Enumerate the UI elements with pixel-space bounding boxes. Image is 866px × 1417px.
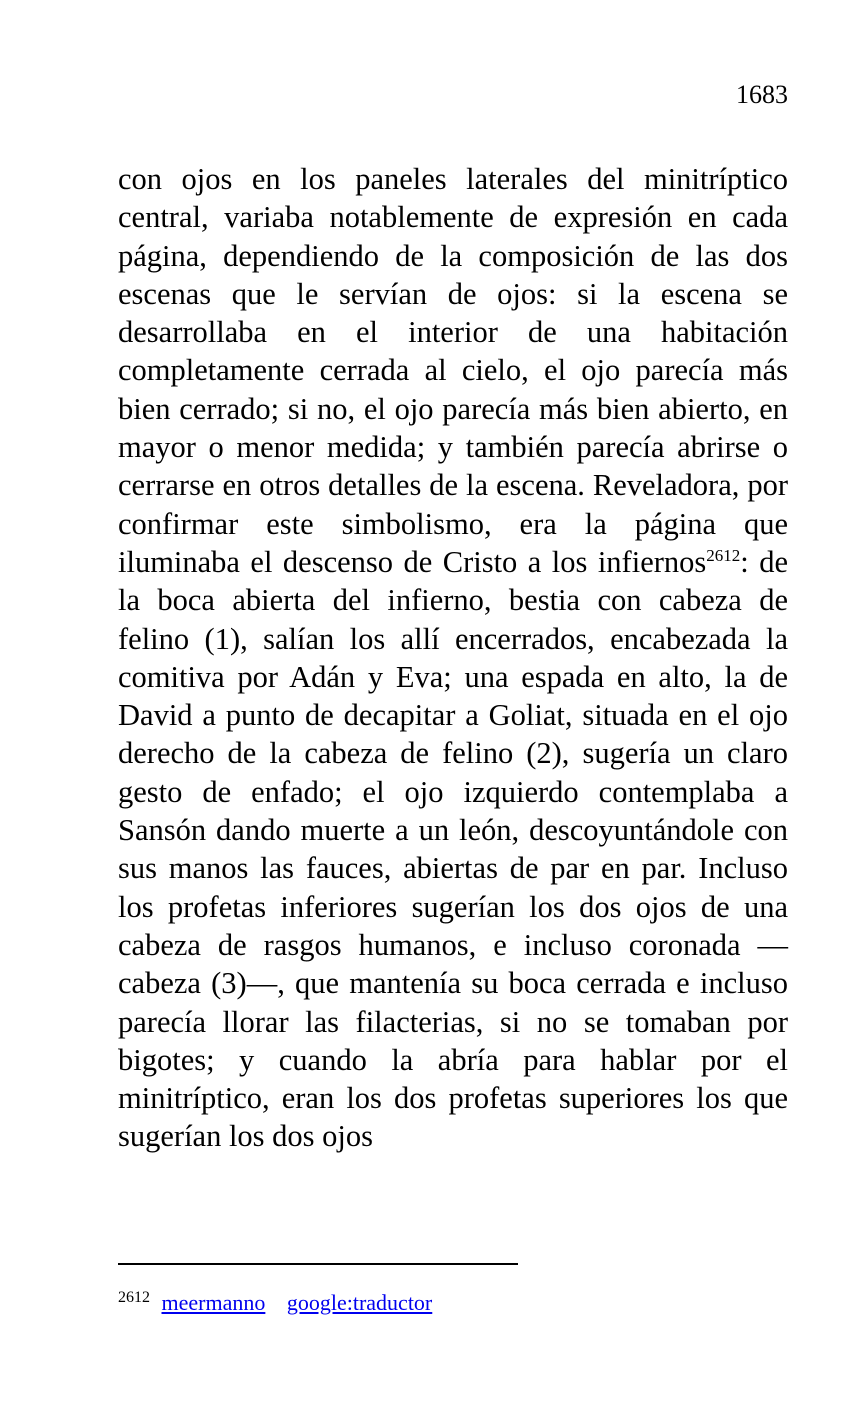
body-text-before-note: con ojos en los paneles laterales del minitríptico central, variaba notablemente de expresión en cada página, dependiendo de la composición de las dos escenas que le servían de ojos: si la escena se desarrollaba en el interior de una habitación completamente cerrada al cielo, el ojo parecía más bien cerrado; si no, el ojo parecía más bien abierto, en mayor o menor medida; y también parecía abrirse o cerrarse en otros detalles de la escena. Reveladora, por confirmar este simbolismo, era la página que iluminaba el descenso de Cristo a los infiernos (118, 162, 788, 579)
footnote (118, 1283, 448, 1318)
body-paragraph (118, 160, 788, 1156)
footnote-reference: 2612 (706, 545, 741, 565)
page-number: 1683 (736, 80, 788, 109)
footnote-link-google-traductor[interactable]: google:traductor (286, 1290, 433, 1315)
footnote-link-meermanno[interactable]: meermanno (161, 1290, 266, 1315)
body-text-after-note: : de la boca abierta del infierno, bestia con cabeza de felino (1), salían los allí encerrados, encabezada la comitiva por Adán y Eva; una espada en alto, la de David a punto de decapitar a Goliat, situada en el ojo derecho de la cabeza de felino (2), sugería un claro gesto de enfado; el ojo izquierdo contemplaba a Sansón dando muerte a un león, descoyuntándole con sus manos las fauces, abiertas de par en par. Incluso los profetas inferiores sugerían los dos ojos de una cabeza de rasgos humanos, e incluso coronada —cabeza (3)—, que mantenía su boca cerrada e incluso parecía llorar las filacterias, si no se tomaban por bigotes; y cuando la abría para hablar por el minitríptico, eran los dos profetas superiores los que sugerían los dos ojos (118, 544, 788, 1154)
footnote-number: 2612 (118, 1289, 150, 1306)
footnote-separator (118, 1263, 518, 1265)
